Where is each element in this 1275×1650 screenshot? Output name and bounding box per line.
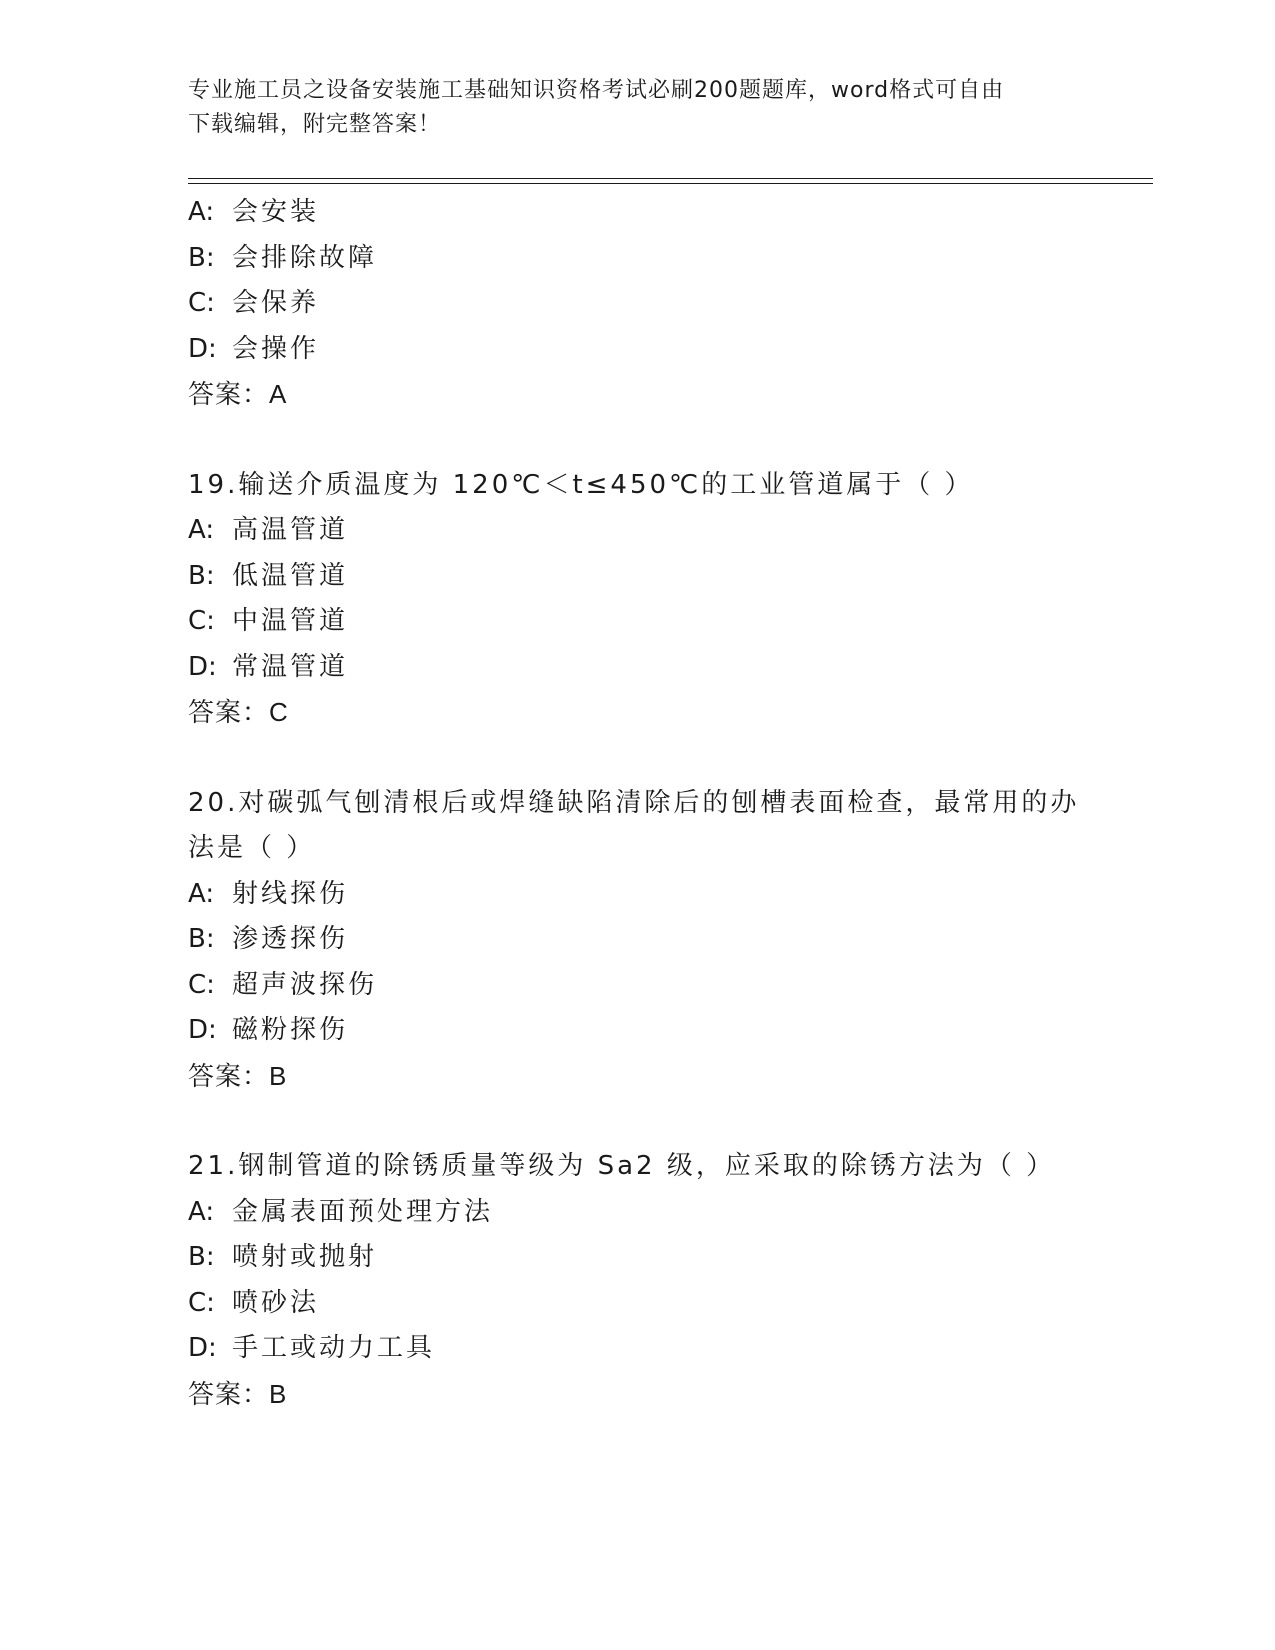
option-key: C:	[188, 288, 215, 318]
header-rule-bottom	[188, 183, 1153, 184]
header-rule-top	[188, 178, 1153, 179]
option-row	[188, 508, 1088, 554]
option-key: C:	[188, 606, 215, 636]
option-key: A:	[188, 1196, 215, 1227]
option-text: 渗透探伤	[232, 924, 349, 954]
option-row	[188, 281, 1088, 327]
question-text-continued: 法是（ ）	[188, 833, 316, 863]
option-row	[188, 917, 1088, 963]
option-key: D:	[188, 1333, 217, 1363]
option-text: 会操作	[232, 333, 320, 364]
option-key: B:	[188, 242, 215, 273]
option-text: 喷射或抛射	[232, 1242, 378, 1272]
question-list	[188, 190, 1088, 1417]
option-key: B:	[188, 560, 215, 591]
question-text: 19.输送介质温度为 120℃＜t≤450℃的工业管道属于（ ）	[188, 469, 974, 500]
option-text: 常温管道	[232, 651, 349, 682]
question-text: 20.对碳弧气刨清根后或焊缝缺陷清除后的刨槽表面检查，最常用的办	[188, 787, 1080, 818]
option-key: C:	[188, 969, 215, 1000]
document-header	[188, 74, 1068, 142]
option-key: D:	[188, 651, 217, 682]
option-row	[188, 236, 1088, 282]
option-row	[188, 1190, 1088, 1236]
answer-line: 答案：A	[188, 379, 288, 409]
option-row	[188, 1008, 1088, 1054]
question-19-block	[188, 463, 1088, 736]
answer-line: 答案：C	[188, 697, 289, 727]
option-row	[188, 963, 1088, 1009]
option-key: D:	[188, 1015, 217, 1045]
option-text: 磁粉探伤	[232, 1015, 349, 1045]
option-row	[188, 1235, 1088, 1281]
option-text: 低温管道	[232, 560, 349, 591]
option-text: 超声波探伤	[232, 969, 378, 1000]
option-row	[188, 645, 1088, 691]
option-text: 会排除故障	[232, 242, 378, 273]
option-text: 金属表面预处理方法	[232, 1196, 494, 1227]
option-key: A:	[188, 197, 215, 227]
option-key: B:	[188, 1242, 215, 1272]
question-text: 21.钢制管道的除锈质量等级为 Sa2 级，应采取的除锈方法为（ ）	[188, 1151, 1056, 1181]
option-text: 手工或动力工具	[232, 1333, 436, 1363]
option-text: 会安装	[232, 197, 320, 227]
header-line-2: 下载编辑，附完整答案！	[188, 112, 442, 137]
option-key: C:	[188, 1287, 215, 1318]
answer-line: 答案：B	[188, 1378, 288, 1409]
question-21-block	[188, 1144, 1088, 1417]
option-text: 喷砂法	[232, 1287, 320, 1318]
option-row	[188, 872, 1088, 918]
option-row	[188, 599, 1088, 645]
option-row	[188, 190, 1088, 236]
option-text: 中温管道	[232, 606, 349, 636]
option-row	[188, 554, 1088, 600]
prev-question-block	[188, 190, 1088, 418]
option-text: 射线探伤	[232, 878, 349, 909]
question-20-block	[188, 781, 1088, 1100]
option-row	[188, 1281, 1088, 1327]
answer-line: 答案：B	[188, 1060, 288, 1091]
option-key: D:	[188, 333, 217, 364]
option-text: 高温管道	[232, 515, 349, 545]
header-line-1: 专业施工员之设备安装施工基础知识资格考试必刷200题题库，word格式可自由	[188, 78, 1005, 103]
option-text: 会保养	[232, 288, 320, 318]
option-key: B:	[188, 924, 215, 954]
option-key: A:	[188, 515, 215, 545]
option-key: A:	[188, 878, 215, 909]
option-row	[188, 1326, 1088, 1372]
option-row	[188, 327, 1088, 373]
